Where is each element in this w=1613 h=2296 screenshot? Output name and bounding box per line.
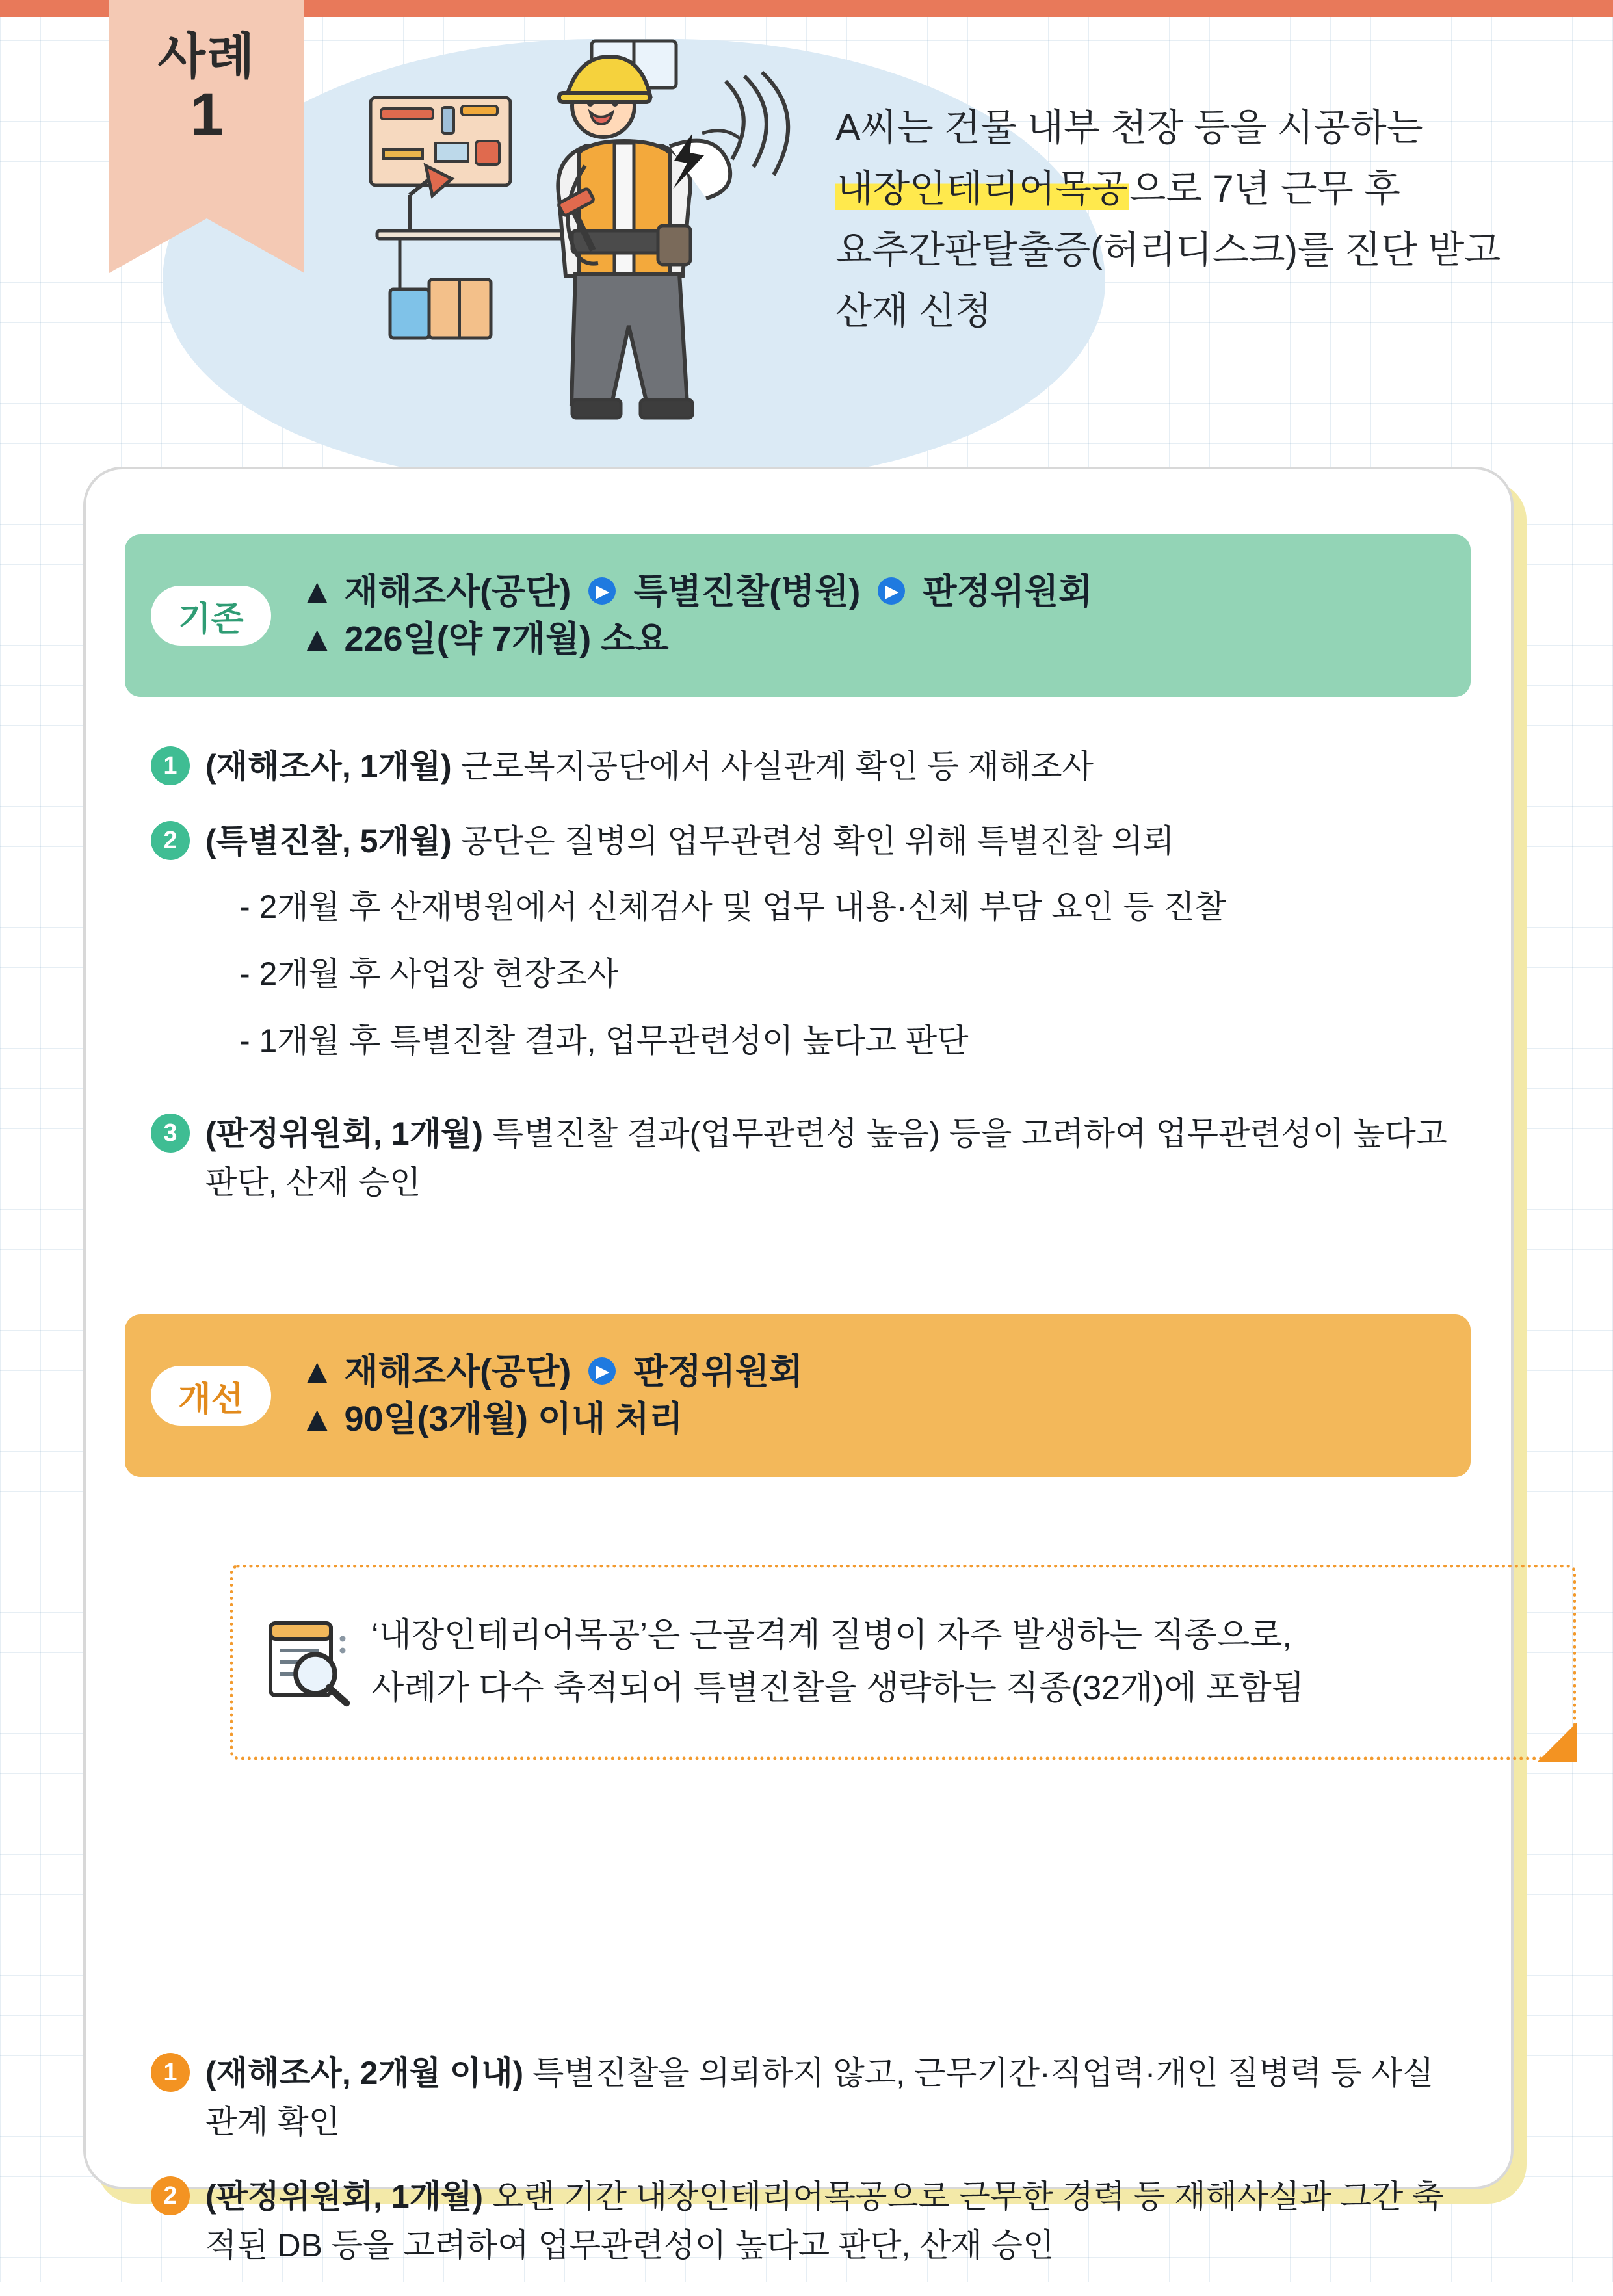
improved-process-band <box>125 1314 1471 1477</box>
step-body <box>205 817 1226 1084</box>
headline-line-1: A씨는 건물 내부 천장 등을 시공하는 <box>835 107 1423 149</box>
case-ribbon <box>109 0 304 273</box>
step-detail: 특별진찰을 의뢰하지 않고, 근무기간·직업력·개인 질병력 등 사실관계 확인 <box>205 2055 1434 2140</box>
headline-line-2-rest: 으로 7년 근무 후 <box>1129 167 1401 210</box>
step-label: (재해조사, 2개월 이내) <box>205 2055 524 2091</box>
step-body <box>205 742 1094 791</box>
arrow-right-icon: ▶ <box>588 1357 616 1385</box>
improved-flow-line-2: ▲ 90일(3개월) 이내 처리 <box>300 1400 683 1439</box>
improved-steps-list <box>151 2049 1471 2296</box>
case-ribbon-number: 1 <box>190 81 224 148</box>
improved-note-box <box>230 1565 1576 1760</box>
step-label: (판정위원회, 1개월) <box>205 2178 483 2215</box>
existing-flow-step-3: 판정위원회 <box>923 572 1093 612</box>
existing-steps-list <box>151 742 1471 1233</box>
list-item <box>151 817 1471 1084</box>
step-label: (판정위원회, 1개월) <box>205 1115 483 1152</box>
headline-highlight: 내장인테리어목공 <box>837 167 1129 210</box>
step-number-badge: 2 <box>151 821 190 860</box>
improved-flow-step-2: 판정위원회 <box>633 1352 804 1392</box>
existing-process-band <box>125 534 1471 697</box>
arrow-right-icon: ▶ <box>588 577 616 605</box>
list-item <box>151 1110 1471 1207</box>
case-headline <box>835 98 1564 342</box>
headline-line-2 <box>835 159 1564 220</box>
list-item <box>151 2049 1471 2146</box>
existing-flow-step-1: ▲ 재해조사(공단) <box>300 572 571 612</box>
note-line-1: ‘내장인테리어목공’은 근골격계 질병이 자주 발생하는 직종으로, <box>371 1617 1292 1655</box>
headline-line-3: 요추간판탈출증(허리디스크)를 진단 받고 <box>835 228 1501 271</box>
headline-line-4: 산재 신청 <box>835 289 992 332</box>
list-item <box>151 742 1471 791</box>
existing-flow-line-2: ▲ 226일(약 7개월) 소요 <box>300 620 669 659</box>
existing-flow-step-2: 특별진찰(병원) <box>633 572 861 612</box>
sub-list-item: - 2개월 후 사업장 현장조사 <box>239 956 619 992</box>
arrow-right-icon: ▶ <box>878 577 905 605</box>
step-number-badge: 3 <box>151 1114 190 1153</box>
step-number-badge: 2 <box>151 2176 190 2215</box>
improved-flow-text <box>300 1348 803 1443</box>
improved-flow-line-1 <box>300 1348 803 1396</box>
step-number-badge: 1 <box>151 746 190 785</box>
note-corner-accent <box>1538 1723 1577 1762</box>
step-body <box>205 2049 1460 2146</box>
step-number-badge: 1 <box>151 2053 190 2092</box>
sub-list-item: - 1개월 후 특별진찰 결과, 업무관련성이 높다고 판단 <box>239 1023 969 1059</box>
step-detail: 공단은 질병의 업무관련성 확인 위해 특별진찰 의뢰 <box>451 823 1175 859</box>
step-detail: 근로복지공단에서 사실관계 확인 등 재해조사 <box>451 748 1094 785</box>
note-line-2: 사례가 다수 축적되어 특별진찰을 생략하는 직종(32개)에 포함됨 <box>371 1669 1304 1707</box>
step-body <box>205 1110 1460 1207</box>
step-detail: 특별진찰 결과(업무관련성 높음) 등을 고려하여 업무관련성이 높다고 판단, 산재 승인 <box>205 1115 1447 1201</box>
improved-flow-step-1: ▲ 재해조사(공단) <box>300 1352 571 1392</box>
sub-list-item: - 2개월 후 산재병원에서 신체검사 및 업무 내용·신체 부담 요인 등 진찰 <box>239 889 1227 925</box>
step-label: (특별진찰, 5개월) <box>205 823 452 859</box>
case-ribbon-label: 사례 <box>157 29 256 85</box>
content-card <box>83 467 1514 2263</box>
existing-badge: 기존 <box>151 586 271 646</box>
existing-flow-text <box>300 568 1092 663</box>
improved-badge: 개선 <box>151 1366 271 1426</box>
worker-illustration <box>364 36 904 484</box>
step-body <box>205 2172 1460 2270</box>
document-magnifier-icon <box>257 1613 354 1711</box>
list-item <box>151 2172 1471 2270</box>
step-sub-list <box>239 883 1226 1065</box>
step-label: (재해조사, 1개월) <box>205 748 452 785</box>
existing-flow-line-1 <box>300 568 1092 616</box>
step-detail: 오랜 기간 내장인테리어목공으로 근무한 경력 등 재해사실과 그간 축적된 DB 등을 고려하여 업무관련성이 높다고 판단, 산재 승인 <box>205 2178 1444 2263</box>
note-text <box>371 1610 1304 1714</box>
